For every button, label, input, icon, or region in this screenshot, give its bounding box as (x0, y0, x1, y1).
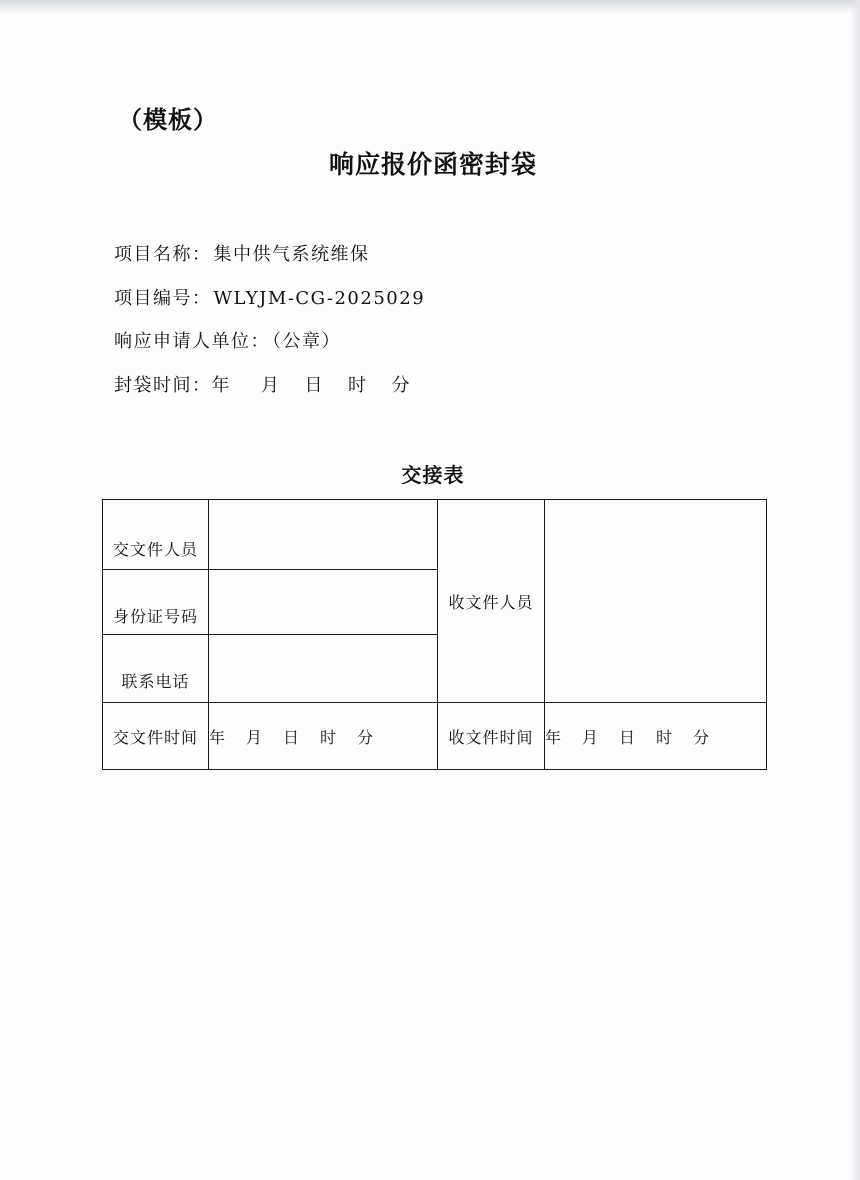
submit-time-month: 月 (246, 727, 264, 747)
receive-time-month: 月 (582, 727, 600, 747)
project-number-label: 项目编号： (114, 288, 212, 309)
phone-blank-cell (209, 635, 438, 703)
receiver-label: 收文件人员 (448, 592, 534, 612)
receive-time-day: 日 (619, 727, 637, 747)
submit-time-label: 交文件时间 (112, 727, 198, 747)
handover-table (102, 499, 767, 770)
receive-time-label: 收文件时间 (448, 727, 534, 747)
applicant-seal-note: （公章） (272, 331, 341, 352)
seal-time-minute: 分 (391, 375, 411, 396)
applicant-unit-label: 响应申请人单位： (114, 331, 270, 352)
receive-time-label-cell (438, 703, 545, 770)
project-name-field (114, 240, 370, 266)
submit-time-label-cell (103, 703, 209, 770)
seal-time-hour: 时 (348, 375, 368, 396)
receive-time-year: 年 (545, 727, 563, 747)
project-number-value: WLYJM-CG-2025029 (213, 288, 426, 309)
applicant-unit-field (114, 327, 341, 353)
id-number-label: 身份证号码 (112, 606, 198, 626)
submit-time-hour: 时 (320, 727, 338, 747)
seal-time-month: 月 (261, 375, 281, 396)
seal-time-day: 日 (304, 375, 324, 396)
page-title: 响应报价函密封袋 (328, 150, 537, 179)
submit-time-year: 年 (209, 727, 227, 747)
id-number-blank-cell (209, 570, 438, 635)
table-row (103, 500, 767, 570)
id-number-label-cell (103, 570, 209, 635)
phone-label-cell (103, 635, 209, 703)
project-number-field (114, 284, 425, 310)
seal-time-label: 封袋时间： (114, 375, 212, 396)
receive-time-hour: 时 (656, 727, 674, 747)
template-label: （模板） (118, 105, 218, 134)
receiver-blank-cell (545, 500, 767, 703)
submit-time-day: 日 (283, 727, 301, 747)
project-name-label: 项目名称： (114, 244, 212, 265)
table-row (103, 703, 767, 770)
submitter-blank-cell (209, 500, 438, 570)
seal-time-year: 年 (211, 375, 231, 396)
receiver-label-cell (438, 500, 545, 703)
receive-time-minute: 分 (693, 727, 711, 747)
seal-time-field (114, 371, 411, 397)
phone-label: 联系电话 (121, 672, 190, 691)
submitter-label: 交文件人员 (112, 540, 198, 559)
project-name-value: 集中供气系统维保 (213, 244, 370, 265)
scan-shadow-top (0, 0, 860, 14)
receive-time-cell (545, 703, 767, 770)
submitter-label-cell (103, 500, 209, 570)
submit-time-cell (209, 703, 438, 770)
submit-time-minute: 分 (357, 727, 375, 747)
handover-table-title: 交接表 (401, 463, 465, 487)
